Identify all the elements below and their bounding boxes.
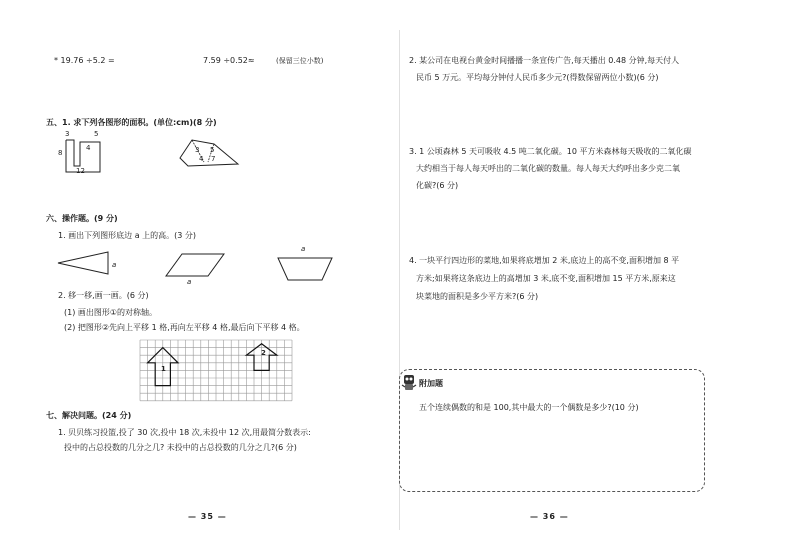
fig1-label-inner: 4 — [86, 144, 91, 152]
fig2-label-d: 7 — [211, 155, 216, 163]
page-number-left: — 35 — — [188, 512, 227, 521]
trapezoid-figure — [276, 256, 336, 284]
question-2-line-2: 民币 5 万元。平均每分钟付人民币多少元?(得数保留两位小数)(6 分) — [416, 73, 659, 82]
question-4-line-3: 块菜地的面积是多少平方米?(6 分) — [416, 292, 539, 301]
grid-figure-2-label: 2 — [261, 349, 266, 357]
question-6-1: 1. 画出下列图形底边 a 上的高。(3 分) — [58, 231, 197, 240]
triangle-figure — [56, 250, 116, 276]
question-7-1-line-2: 投中的占总投数的几分之几? 未投中的占总投数的几分之几?(6 分) — [64, 443, 297, 452]
section-7-title: 七、解决问题。(24 分) — [46, 411, 132, 420]
fig1-label-bottom: 12 — [76, 167, 85, 175]
question-3-line-3: 化碳?(6 分) — [416, 181, 459, 190]
fig2-label-b: 4 — [199, 155, 204, 163]
bonus-title: 附加题 — [419, 379, 443, 388]
page-number-right: — 36 — — [530, 512, 569, 521]
trapezoid-base-label: a — [301, 245, 306, 253]
grid-figure-1-label: 1 — [161, 365, 166, 373]
question-4-line-1: 4. 一块平行四边形的菜地,如果将底增加 2 米,底边上的高不变,面积增加 8 平 — [409, 256, 680, 265]
question-6-2: 2. 移一移,画一画。(6 分) — [58, 291, 149, 300]
question-6-2-part-2: (2) 把图形②先向上平移 1 格,再向左平移 4 格,最后向下平移 4 格。 — [64, 323, 305, 332]
question-2-line-1: 2. 某公司在电视台黄金时间播播一条宣传广告,每天播出 0.48 分钟,每天付人 — [409, 56, 680, 65]
question-3-line-1: 3. 1 公顷森林 5 天可吸收 4.5 吨二氧化碳。10 平方米森林每天吸收的二氧化碳 — [409, 147, 692, 156]
calc-problem-b: 7.59 ÷0.52≈ — [203, 56, 255, 65]
bonus-question-box — [399, 369, 705, 492]
robot-mascot-icon — [401, 374, 417, 392]
fig1-label-top-right: 5 — [94, 130, 99, 138]
question-6-2-part-1: (1) 画出图形①的对称轴。 — [64, 308, 158, 317]
section-5-title: 五、1. 求下列各图形的面积。(单位:cm)(8 分) — [46, 118, 217, 127]
calc-problem-a: * 19.76 ÷5.2 = — [54, 56, 115, 65]
fig2-label-c: 5 — [210, 146, 215, 154]
question-3-line-2: 大约相当于每人每天呼出的二氧化碳的数量。每人每天大约呼出多少克二氧 — [416, 164, 680, 173]
parallelogram-base-label: a — [187, 278, 192, 286]
bonus-question: 五个连续偶数的和是 100,其中最大的一个偶数是多少?(10 分) — [419, 403, 639, 412]
triangle-base-label: a — [112, 261, 117, 269]
section-6-title: 六、操作题。(9 分) — [46, 214, 118, 223]
question-4-line-2: 方米;如果将这条底边上的高增加 3 米,底不变,面积增加 15 平方米,原来这 — [416, 274, 676, 283]
calc-problem-b-note: (保留三位小数) — [276, 57, 324, 65]
fig1-label-top-left: 3 — [65, 130, 70, 138]
parallelogram-figure — [166, 252, 230, 278]
fig2-label-a: 3 — [195, 146, 200, 154]
fig1-label-left: 8 — [58, 149, 63, 157]
question-7-1-line-1: 1. 贝贝练习投篮,投了 30 次,投中 18 次,未投中 12 次,用最简分数表示: — [58, 428, 311, 437]
